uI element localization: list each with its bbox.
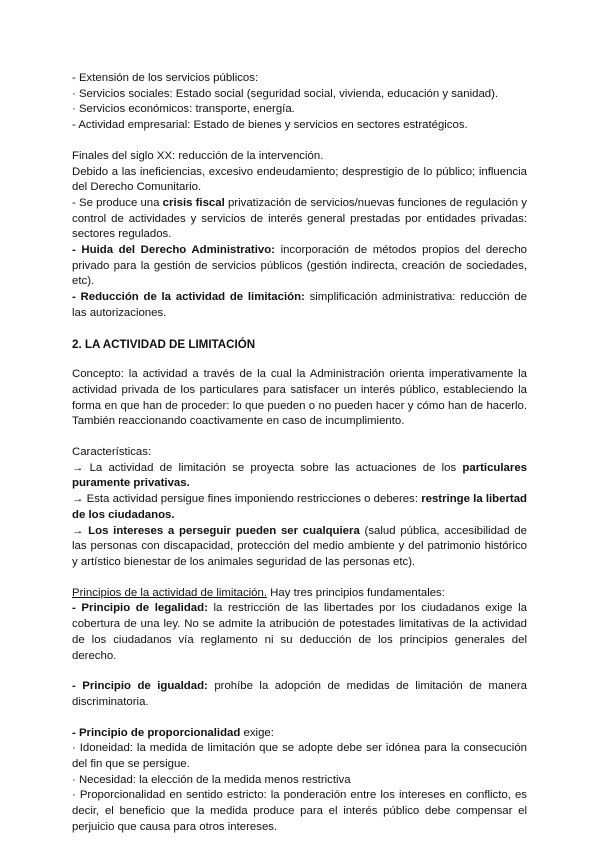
necesidad-paragraph: · Necesidad: la elección de la medida menos restrictiva — [72, 773, 351, 786]
caracteristica-3 — [72, 524, 527, 571]
reduccion-bold: - Reducción de la actividad de limitación: — [72, 291, 305, 304]
c3-bold: → Los intereses a perseguir pueden ser cualquiera — [72, 524, 360, 537]
crisis-post: privatización de servicios/nuevas funciones de regulación y control de actividades y servicios de interés general prestadas por entidades privadas: sectores regulados. — [72, 196, 527, 241]
proporcionalidad-line — [72, 726, 527, 742]
intro-line-1: - Extensión de los servicios públicos: — [72, 72, 259, 84]
c3-post: (salud pública, accesibilidad de las personas con discapacidad, protección del medio ambiente y del patrimonio histórico y artístico bienestar de los animales seguridad de las personas etc). — [72, 524, 527, 568]
caracteristicas-title: Características: — [72, 446, 152, 459]
estricto-paragraph: · Proporcionalidad en sentido estricto: la ponderación entre los intereses en conflicto, es decir, el beneficio que la medida produce para el interés público debe compensar el perjuicio que causa para otros intereses. — [72, 789, 527, 833]
intro-line-3: · Servicios económicos: transporte, energía. — [72, 103, 295, 116]
igualdad-bold: - Principio de igualdad: — [72, 680, 208, 693]
caracteristica-1 — [72, 461, 527, 492]
reduccion-paragraph — [72, 290, 527, 321]
proporcionalidad-bold: - Principio de proporcionalidad — [72, 726, 241, 739]
document-page — [72, 71, 527, 836]
crisis-pre: - Se produce una — [72, 196, 163, 209]
concepto-paragraph: Concepto: la actividad a través de la cual la Administración orienta imperativamente la actividad privada de los particulares para satisfacer un interés público, estableciendo la forma en que han de proceder: lo que pueden o no pueden hacer y cómo han de hacerlo. También reaccionando coactivamente en caso de incumplimiento. — [72, 368, 527, 428]
c2-bold: restringe la libertad de los ciudadanos. — [72, 493, 527, 521]
igualdad-post: prohíbe la adopción de medidas de limitación de manera discriminatoria. — [72, 680, 527, 708]
legalidad-post: la restricción de las libertades por los ciudadanos exige la cobertura de una ley. No se admite la atribución de potestades limitativas de la actividad de los ciudadanos vía reglamento ni su deducción de los principios generales del derecho. — [72, 602, 527, 662]
huida-paragraph — [72, 243, 527, 290]
finales-line-1: Finales del siglo XX: reducción de la intervención. — [72, 149, 324, 162]
huida-bold: - Huida del Derecho Administrativo: — [72, 244, 275, 257]
c1-pre: → La actividad de limitación se proyecta sobre las actuaciones de los — [72, 461, 463, 474]
c2-pre: → Esta actividad persigue fines imponiendo restricciones o deberes: — [72, 493, 422, 506]
c1-bold: particulares puramente privativas. — [72, 461, 527, 490]
proporcionalidad-post: exige: — [240, 726, 274, 739]
reduccion-post: simplificación administrativa: reducción de las autorizaciones. — [72, 291, 527, 319]
principios-title: Principios de la actividad de limitación. — [72, 586, 268, 599]
finales-line-2: Debido a las ineficiencias, excesivo endeudamiento; desprestigio de lo público; influencia del Derecho Comunitario. — [72, 165, 527, 194]
caracteristica-2 — [72, 492, 527, 523]
crisis-fiscal-paragraph — [72, 196, 527, 243]
idoneidad-paragraph: · Idoneidad: la medida de limitación que se adopte debe ser idónea para la consecución del fin que se persigue. — [72, 742, 527, 771]
principios-intro — [72, 586, 527, 602]
legalidad-paragraph — [72, 601, 527, 664]
huida-post: incorporación de métodos propios del derecho privado para la gestión de servicios públicos (gestión indirecta, creación de sociedades, etc). — [72, 244, 527, 288]
principios-intro-text: Hay tres principios fundamentales: — [267, 586, 445, 599]
igualdad-paragraph — [72, 679, 527, 710]
crisis-bold: crisis fiscal — [162, 196, 225, 209]
legalidad-bold: - Principio de legalidad: — [72, 602, 208, 615]
section-title: 2. LA ACTIVIDAD DE LIMITACIÓN — [72, 337, 256, 351]
intro-line-2: · Servicios sociales: Estado social (seguridad social, vivienda, educación y sanidad). — [72, 87, 499, 100]
intro-line-4: - Actividad empresarial: Estado de bienes y servicios en sectores estratégicos. — [72, 119, 468, 132]
